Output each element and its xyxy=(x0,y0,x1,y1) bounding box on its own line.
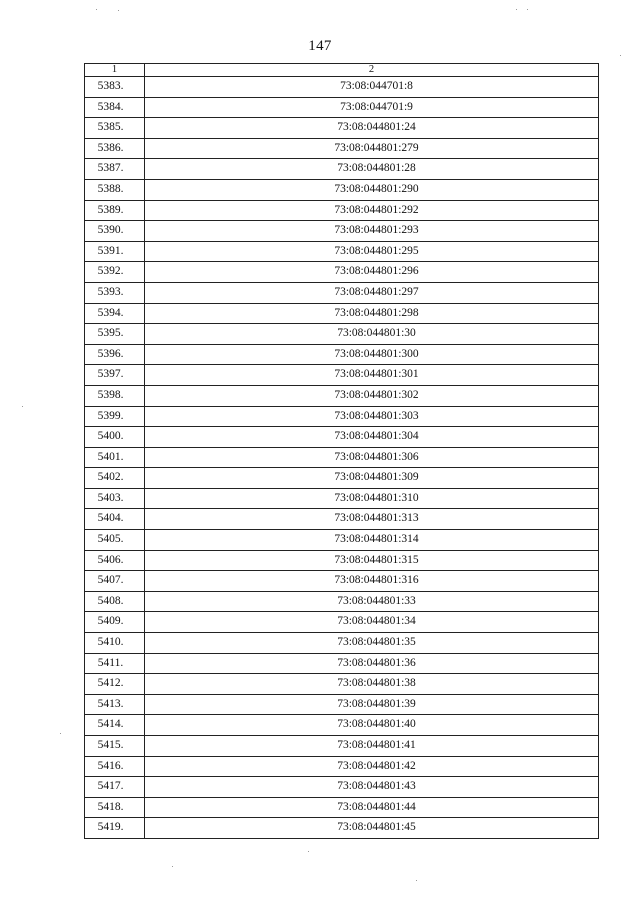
table-row xyxy=(85,530,599,551)
cadastral-number-cell: 73:08:044801:41 xyxy=(145,736,599,757)
cadastral-number-cell: 73:08:044801:306 xyxy=(145,447,599,468)
table-row xyxy=(85,200,599,221)
cadastral-number-cell: 73:08:044801:43 xyxy=(145,777,599,798)
table-row xyxy=(85,571,599,592)
row-number-cell: 5385. xyxy=(85,118,145,139)
table-row xyxy=(85,653,599,674)
table-row xyxy=(85,427,599,448)
row-number-cell: 5416. xyxy=(85,756,145,777)
row-number-cell: 5409. xyxy=(85,612,145,633)
row-number-cell: 5383. xyxy=(85,77,145,98)
cadastral-number-cell: 73:08:044801:296 xyxy=(145,262,599,283)
table-row xyxy=(85,488,599,509)
cadastral-number-cell: 73:08:044801:35 xyxy=(145,633,599,654)
cadastral-number-cell: 73:08:044801:33 xyxy=(145,591,599,612)
row-number-cell: 5402. xyxy=(85,468,145,489)
table-row xyxy=(85,303,599,324)
table-row xyxy=(85,179,599,200)
row-number-cell: 5414. xyxy=(85,715,145,736)
cadastral-number-cell: 73:08:044801:45 xyxy=(145,818,599,839)
table-row xyxy=(85,406,599,427)
cadastral-number-cell: 73:08:044701:8 xyxy=(145,77,599,98)
header-row xyxy=(85,64,599,77)
table-row xyxy=(85,633,599,654)
row-number-cell: 5408. xyxy=(85,591,145,612)
cadastral-number-cell: 73:08:044801:298 xyxy=(145,303,599,324)
row-number-cell: 5405. xyxy=(85,530,145,551)
table-row xyxy=(85,282,599,303)
cadastral-number-cell: 73:08:044801:28 xyxy=(145,159,599,180)
table-row xyxy=(85,550,599,571)
row-number-cell: 5388. xyxy=(85,179,145,200)
table-row xyxy=(85,118,599,139)
scan-speck xyxy=(96,9,97,10)
row-number-cell: 5403. xyxy=(85,488,145,509)
row-number-cell: 5404. xyxy=(85,509,145,530)
cadastral-number-cell: 73:08:044801:292 xyxy=(145,200,599,221)
cadastral-number-cell: 73:08:044801:310 xyxy=(145,488,599,509)
row-number-cell: 5410. xyxy=(85,633,145,654)
table-row xyxy=(85,694,599,715)
table-row xyxy=(85,77,599,98)
table-row xyxy=(85,797,599,818)
cadastral-number-cell: 73:08:044801:24 xyxy=(145,118,599,139)
column-header-value: 2 xyxy=(145,64,599,77)
table-row xyxy=(85,159,599,180)
row-number-cell: 5391. xyxy=(85,241,145,262)
row-number-cell: 5417. xyxy=(85,777,145,798)
cadastral-number-cell: 73:08:044701:9 xyxy=(145,97,599,118)
table-row xyxy=(85,138,599,159)
cadastral-number-cell: 73:08:044801:42 xyxy=(145,756,599,777)
table-row xyxy=(85,344,599,365)
row-number-cell: 5399. xyxy=(85,406,145,427)
table-row xyxy=(85,674,599,695)
table-body xyxy=(85,77,599,839)
cadastral-number-cell: 73:08:044801:314 xyxy=(145,530,599,551)
table-row xyxy=(85,612,599,633)
table-row xyxy=(85,385,599,406)
cadastral-number-cell: 73:08:044801:293 xyxy=(145,221,599,242)
table-row xyxy=(85,221,599,242)
table-row xyxy=(85,756,599,777)
row-number-cell: 5396. xyxy=(85,344,145,365)
cadastral-number-cell: 73:08:044801:34 xyxy=(145,612,599,633)
cadastral-number-cell: 73:08:044801:44 xyxy=(145,797,599,818)
scan-speck xyxy=(516,9,517,10)
row-number-cell: 5400. xyxy=(85,427,145,448)
row-number-cell: 5384. xyxy=(85,97,145,118)
row-number-cell: 5401. xyxy=(85,447,145,468)
scan-speck xyxy=(22,406,23,407)
cadastral-number-cell: 73:08:044801:295 xyxy=(145,241,599,262)
table-row xyxy=(85,262,599,283)
row-number-cell: 5392. xyxy=(85,262,145,283)
table-row xyxy=(85,818,599,839)
table-row xyxy=(85,447,599,468)
cadastral-number-cell: 73:08:044801:309 xyxy=(145,468,599,489)
row-number-cell: 5393. xyxy=(85,282,145,303)
row-number-cell: 5406. xyxy=(85,550,145,571)
row-number-cell: 5395. xyxy=(85,324,145,345)
row-number-cell: 5394. xyxy=(85,303,145,324)
table-row xyxy=(85,365,599,386)
row-number-cell: 5407. xyxy=(85,571,145,592)
row-number-cell: 5418. xyxy=(85,797,145,818)
table-row xyxy=(85,97,599,118)
column-header-number: 1 xyxy=(85,64,145,77)
cadastral-number-cell: 73:08:044801:315 xyxy=(145,550,599,571)
table-row xyxy=(85,241,599,262)
cadastral-number-cell: 73:08:044801:313 xyxy=(145,509,599,530)
table-row xyxy=(85,777,599,798)
cadastral-number-cell: 73:08:044801:316 xyxy=(145,571,599,592)
row-number-cell: 5390. xyxy=(85,221,145,242)
scan-speck xyxy=(620,55,621,56)
table-row xyxy=(85,715,599,736)
scan-speck xyxy=(60,733,61,734)
cadastral-number-cell: 73:08:044801:40 xyxy=(145,715,599,736)
row-number-cell: 5389. xyxy=(85,200,145,221)
scan-speck xyxy=(308,851,309,852)
page-number: 147 xyxy=(308,38,332,54)
table-row xyxy=(85,736,599,757)
table-row xyxy=(85,591,599,612)
row-number-cell: 5387. xyxy=(85,159,145,180)
table-row xyxy=(85,468,599,489)
cadastral-number-cell: 73:08:044801:36 xyxy=(145,653,599,674)
row-number-cell: 5411. xyxy=(85,653,145,674)
scan-speck xyxy=(416,880,417,881)
scan-speck xyxy=(172,866,173,867)
cadastral-number-cell: 73:08:044801:279 xyxy=(145,138,599,159)
row-number-cell: 5419. xyxy=(85,818,145,839)
cadastral-number-cell: 73:08:044801:30 xyxy=(145,324,599,345)
cadastral-number-cell: 73:08:044801:303 xyxy=(145,406,599,427)
scan-speck xyxy=(118,10,119,11)
cadastral-table xyxy=(84,63,599,839)
table-row xyxy=(85,324,599,345)
cadastral-number-cell: 73:08:044801:290 xyxy=(145,179,599,200)
row-number-cell: 5386. xyxy=(85,138,145,159)
cadastral-number-cell: 73:08:044801:38 xyxy=(145,674,599,695)
row-number-cell: 5413. xyxy=(85,694,145,715)
cadastral-number-cell: 73:08:044801:297 xyxy=(145,282,599,303)
cadastral-number-cell: 73:08:044801:304 xyxy=(145,427,599,448)
cadastral-number-cell: 73:08:044801:302 xyxy=(145,385,599,406)
cadastral-number-cell: 73:08:044801:39 xyxy=(145,694,599,715)
scan-speck xyxy=(527,9,528,10)
cadastral-number-cell: 73:08:044801:301 xyxy=(145,365,599,386)
cadastral-number-cell: 73:08:044801:300 xyxy=(145,344,599,365)
row-number-cell: 5415. xyxy=(85,736,145,757)
row-number-cell: 5398. xyxy=(85,385,145,406)
row-number-cell: 5397. xyxy=(85,365,145,386)
table-row xyxy=(85,509,599,530)
table-header xyxy=(85,64,599,77)
row-number-cell: 5412. xyxy=(85,674,145,695)
